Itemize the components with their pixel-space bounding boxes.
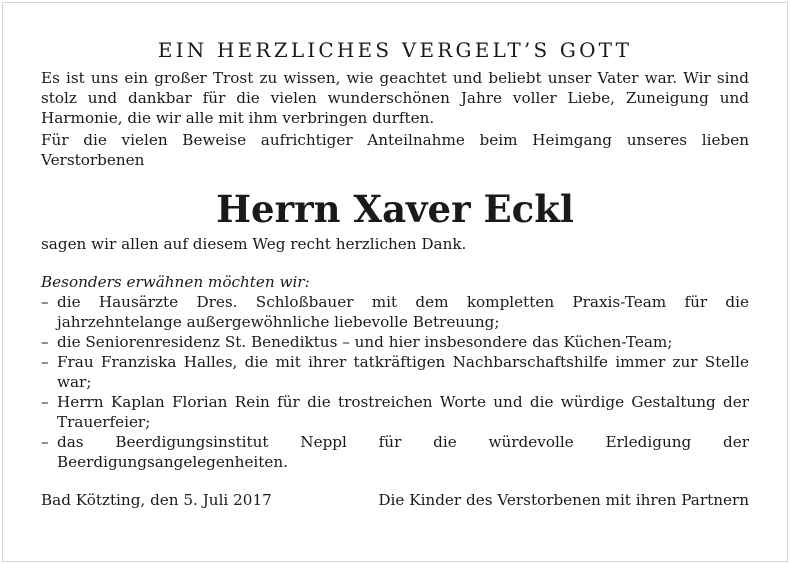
list-dash: – [41,353,49,371]
list-item [41,292,749,332]
list-item-text: Frau Franziska Halles, die mit ihrer tatkräftigen Nachbarschaftshilfe immer zur Stelle war; [57,353,749,391]
intro-paragraph: Es ist uns ein großer Trost zu wissen, wie geachtet und beliebt unser Vater war. Wir sind stolz und dankbar für die vielen wunderschönen Jahre voller Liebe, Zuneigung und Harmonie, die wir alle mit ihm verbringen durften. [41,69,749,127]
notice-content [41,36,749,510]
list-item [41,432,749,472]
list-item-text: das Beerdigungsinstitut Neppl für die würdevolle Erledigung der Beerdigungsangelegenheiten. [57,433,749,471]
list-item [41,352,749,392]
list-item-text: Herrn Kaplan Florian Rein für die trostreichen Worte und die würdige Gestaltung der Trauerfeier; [57,393,749,431]
list-dash: – [41,293,49,311]
mention-heading: Besonders erwähnen möchten wir: [41,273,310,291]
signature: Die Kinder des Verstorbenen mit ihren Partnern [378,491,749,509]
list-item [41,332,749,352]
list-dash: – [41,393,49,411]
condolence-paragraph: Für die vielen Beweise aufrichtiger Anteilnahme beim Heimgang unseres lieben Verstorbenen [41,131,749,169]
notice-heading: EIN HERZLICHES VERGELT’S GOTT [157,38,633,62]
thanks-paragraph: sagen wir allen auf diesem Weg recht herzlichen Dank. [41,235,467,253]
list-item [41,392,749,432]
list-item-text: die Hausärzte Dres. Schloßbauer mit dem kompletten Praxis-Team für die jahrzehntelange außergewöhnliche liebevolle Betreuung; [57,293,749,331]
notice-footer [41,490,749,510]
list-dash: – [41,333,49,351]
place-date: Bad Kötzting, den 5. Juli 2017 [41,491,272,509]
list-dash: – [41,433,49,451]
mention-list [41,292,749,472]
deceased-name: Herrn Xaver Eckl [216,187,574,231]
list-item-text: die Seniorenresidenz St. Benediktus – und hier insbesondere das Küchen-Team; [57,333,673,351]
